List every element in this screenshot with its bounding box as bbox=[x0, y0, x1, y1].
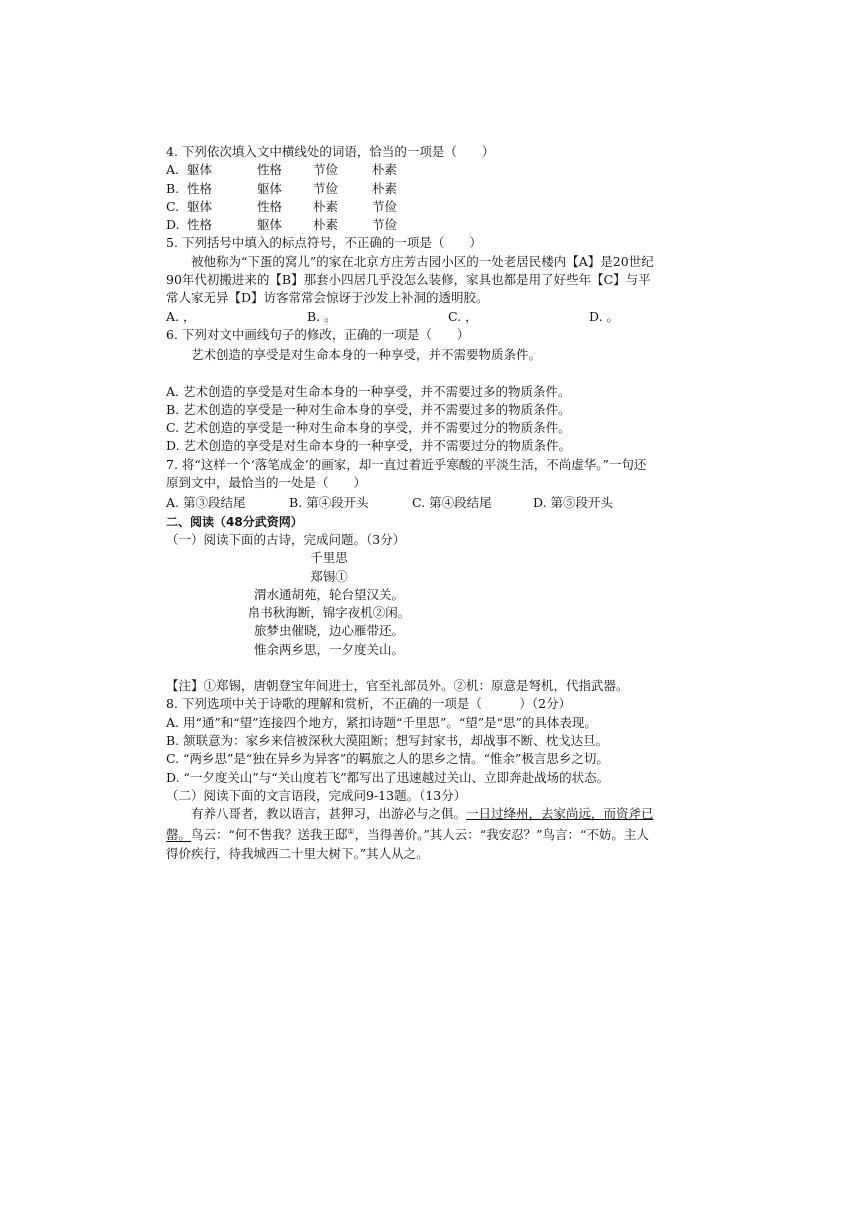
option-word: 节俭 bbox=[372, 198, 398, 214]
option-c: C. ， bbox=[448, 308, 478, 324]
option-word: 节俭 bbox=[313, 180, 339, 196]
poem-author: 郑锡① bbox=[310, 568, 348, 584]
passage-text: 鸟云：“何不售我？送我王邸 bbox=[191, 827, 348, 843]
option-letter: A. bbox=[166, 162, 180, 178]
option-d: D. 第⑤段开头 bbox=[533, 495, 614, 511]
question-8-option-b: B. 颔联意为：家乡来信被深秋大漠阻断；想写封家书，却战事不断、枕戈达旦。 bbox=[166, 732, 609, 748]
underlined-sentence: 一日过绛州，去家尚远，而资斧已罄。 bbox=[166, 806, 654, 843]
question-6-sentence: 艺术创造的享受是对生命本身的一种享受，并不需要物质条件。 bbox=[191, 347, 542, 363]
option-a: A. 第③段结尾 bbox=[166, 495, 246, 511]
poem-line: 帛书秋海断，锦字夜机②闲。 bbox=[247, 605, 411, 621]
option-word: 朴素 bbox=[313, 198, 339, 214]
option-a: A. ， bbox=[166, 308, 196, 324]
question-5-stem: 5. 下列括号中填入的标点符号，不正确的一项是（ ） bbox=[166, 235, 482, 251]
classical-passage bbox=[166, 805, 656, 863]
question-4-options bbox=[166, 161, 656, 234]
poem-note: 【注】①郑锡，唐朝登宝年间进士，官至礼部员外。②机：原意是弩机，代指武器。 bbox=[166, 678, 629, 694]
question-4-option-row bbox=[166, 216, 656, 234]
question-6-option-a: A. 艺术创造的享受是对生命本身的一种享受，并不需要过多的物质条件。 bbox=[166, 383, 571, 399]
question-7-options bbox=[166, 494, 656, 512]
exam-page bbox=[166, 143, 656, 863]
option-b: B. 第④段开头 bbox=[289, 495, 369, 511]
question-4-option-row bbox=[166, 161, 656, 179]
option-word: 性格 bbox=[257, 162, 283, 178]
option-word: 躯体 bbox=[257, 180, 283, 196]
passage-text: ，当得善价。”其人云：“我安忍？”鸟言：“不妨。主人得价疾行，待我城西二十里大树下。”其人从之。 bbox=[166, 827, 649, 861]
option-word: 朴素 bbox=[313, 217, 339, 233]
question-4-stem: 4. 下列依次填入文中横线处的词语，恰当的一项是（ ） bbox=[166, 144, 495, 159]
question-4-option-row bbox=[166, 180, 656, 198]
option-word: 节俭 bbox=[372, 217, 398, 233]
option-word: 性格 bbox=[187, 217, 213, 233]
question-6-option-c: C. 艺术创造的享受是一种对生命本身的享受，并不需要过分的物质条件。 bbox=[166, 420, 571, 436]
footnote-marker: ① bbox=[347, 827, 355, 837]
classical-intro: （二）阅读下面的文言语段，完成问9-13题。（13分） bbox=[166, 787, 467, 803]
poem-title: 千里思 bbox=[310, 550, 348, 566]
question-5-options bbox=[166, 308, 656, 326]
question-6-option-b: B. 艺术创造的享受是一种对生命本身的享受，并不需要过多的物质条件。 bbox=[166, 401, 571, 417]
option-word: 性格 bbox=[257, 198, 283, 214]
option-word: 性格 bbox=[187, 180, 213, 196]
question-8-option-d: D. “一夕度关山”与“关山度若飞”都写出了迅速越过关山、立即奔赴战场的状态。 bbox=[166, 769, 610, 785]
option-word: 朴素 bbox=[372, 180, 398, 196]
poem-intro: （一）阅读下面的古诗，完成问题。（3分） bbox=[166, 531, 406, 547]
question-8-stem: 8. 下列选项中关于诗歌的理解和赏析，不正确的一项是（ ）（2分） bbox=[166, 696, 572, 712]
poem-line: 旅梦虫催晓，边心雁带还。 bbox=[253, 623, 404, 639]
option-letter: D. bbox=[166, 217, 180, 233]
question-6-option-d: D. 艺术创造的享受是对生命本身的一种享受，并不需要过分的物质条件。 bbox=[166, 438, 572, 454]
question-6-stem: 6. 下列对文中画线句子的修改，正确的一项是（ ） bbox=[166, 326, 470, 342]
question-4-option-row bbox=[166, 198, 656, 216]
option-letter: B. bbox=[166, 180, 180, 196]
question-5-passage: 被他称为“下蛋的窝儿”的家在北京方庄芳古园小区的一处老居民楼内【A】是20世纪90年代初搬进来的【B】那套小四居几乎没怎么装修，家具也都是用了好些年【C】与平常人家无异【D】访客常常会惊讶于沙发上补洞的透明胶。 bbox=[166, 253, 654, 306]
passage-text: 有养八哥者，教以语言，甚狎习，出游必与之俱。 bbox=[191, 806, 467, 822]
poem-line: 渭水通胡苑，轮台望汉关。 bbox=[253, 586, 404, 602]
question-7-stem: 7. 将“这样一个‘落笔成金’的画家，却一直过着近乎寒酸的平淡生活，不尚虚华。”一句还原到文中，最恰当的一处是（ ） bbox=[166, 456, 647, 491]
option-word: 节俭 bbox=[313, 162, 339, 178]
option-word: 躯体 bbox=[187, 198, 213, 214]
option-word: 躯体 bbox=[187, 162, 213, 178]
option-c: C. 第④段结尾 bbox=[412, 495, 492, 511]
poem-line: 惟余两乡思，一夕度关山。 bbox=[253, 641, 404, 657]
option-word: 躯体 bbox=[257, 217, 283, 233]
option-b: B. 。 bbox=[307, 308, 337, 324]
option-word: 朴素 bbox=[372, 162, 398, 178]
option-letter: C. bbox=[166, 198, 180, 214]
option-d: D. 。 bbox=[589, 308, 620, 324]
question-8-option-a: A. 用“通”和“望”连接四个地方，紧扣诗题“千里思”。“望”是“思”的具体表现。 bbox=[166, 714, 597, 730]
question-8-option-c: C. “两乡思”是“独在异乡为异客”的羁旅之人的思乡之情。“惟余”极言思乡之切。 bbox=[166, 751, 609, 767]
section-heading: 二、阅读（48分武资网） bbox=[166, 514, 303, 529]
